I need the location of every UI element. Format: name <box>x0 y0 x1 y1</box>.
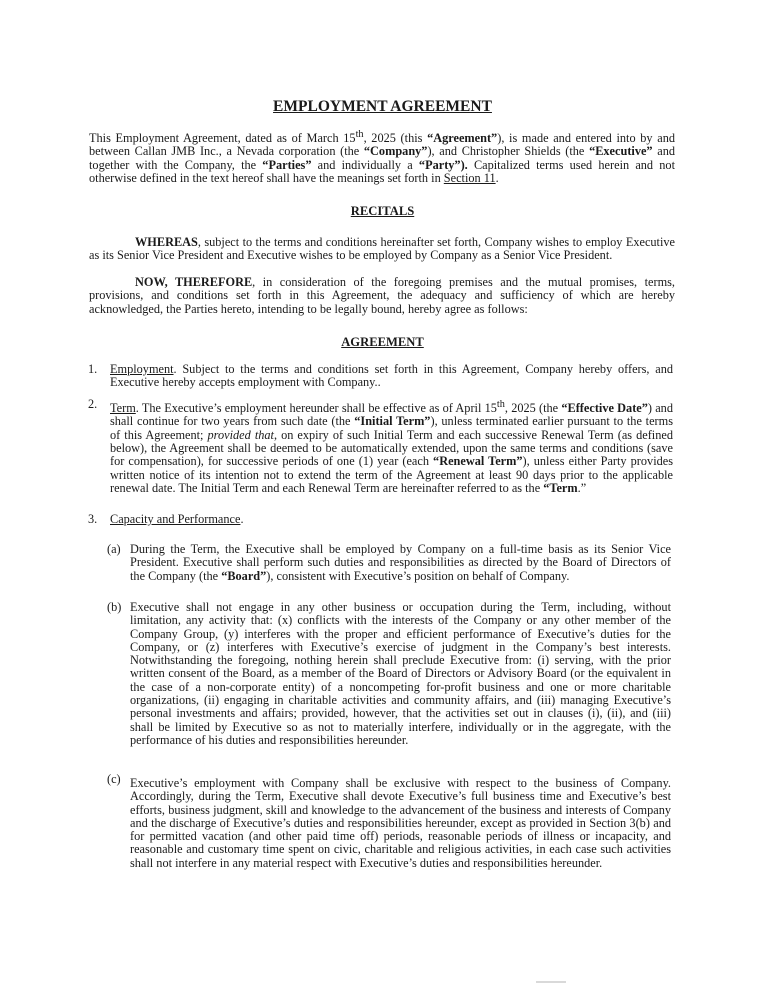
section-3a-label: (a) <box>107 542 121 556</box>
section-1-employment: Employment. Subject to the terms and conditions set forth in this Agreement, Company hereby offers, and Executive hereby accepts employment with Company.. <box>110 362 673 390</box>
intro-paragraph: This Employment Agreement, dated as of March 15th, 2025 (this “Agreement”), is made and entered into by and between Callan JMB Inc., a Nevada corporation (the “Company”), and Christopher Shields (the “Executive” and together with the Company, the “Parties” and individually a “Party”). Capitalized terms used herein and not otherwise defined in the text hereof shall have the meanings set forth in Section 11. <box>89 129 676 185</box>
section-3c-text: Executive’s employment with Company shall be exclusive with respect to the business of Company. Accordingly, during the Term, Executive shall devote Executive’s full business time and Executive’s best efforts, business judgment, skill and knowledge to the advancement of the business and interests of Company and the discharge of Executive’s duties and responsibilities hereunder, except as provided in Section 3(b) and for permitted vacation (and other paid time off) periods, reasonable periods of illness or incapacity, and reasonable and customary time spent on civic, charitable and religious activities, in each case such activities shall not interfere in any material respect with Executive’s duties and responsibilities hereunder. <box>130 776 671 870</box>
section-2-term: Term. The Executive’s employment hereunder shall be effective as of April 15th, 2025 (the “Effective Date”) and shall continue for two years from such date (the “Initial Term”), unless terminated earlier pursuant to the terms of this Agreement; provided that, on expiry of such Initial Term and each successive Renewal Term (as defined below), the Agreement shall be deemed to be automatically extended, upon the same terms and conditions (save for compensation), for successive periods of one (1) year (each “Renewal Term”), unless either Party provides written notice of its intention not to extend the term of the Agreement at least 90 days prior to the applicable renewal date. The Initial Term and each Renewal Term are hereinafter referred to as the “Term.” <box>110 399 673 495</box>
section-3-number: 3. <box>88 512 98 526</box>
whereas-paragraph: WHEREAS, subject to the terms and conditions hereinafter set forth, Company wishes to employ Executive as its Senior Vice President and Executive wishes to be employed by Company as a Senior Vice President. <box>89 235 675 263</box>
now-therefore-paragraph: NOW, THEREFORE, in consideration of the foregoing premises and the mutual promises, terms, provisions, and conditions set forth in this Agreement, the adequacy and sufficiency of which are hereby acknowledged, the Parties hereto, intending to be legally bound, hereby agree as follows: <box>89 275 675 316</box>
section-3-capacity: Capacity and Performance. <box>110 512 244 526</box>
section-3c-label: (c) <box>107 772 121 786</box>
section-3a-text: During the Term, the Executive shall be employed by Company on a full-time basis as its Senior Vice President. Executive shall perform such duties and responsibilities as directed by the Board of Directors of the Company (the “Board”), consistent with Executive’s position on behalf of Company. <box>130 542 671 583</box>
section-1-number: 1. <box>88 362 98 376</box>
section-2-number: 2. <box>88 397 98 411</box>
section-11-link: Section 11 <box>443 170 496 185</box>
agreement-heading: AGREEMENT <box>341 335 424 349</box>
section-3b-label: (b) <box>107 600 122 614</box>
scan-artifact <box>536 981 566 983</box>
recitals-heading: RECITALS <box>350 204 415 218</box>
document-title: EMPLOYMENT AGREEMENT <box>273 98 492 115</box>
section-3b-text: Executive shall not engage in any other business or occupation during the Term, including, without limitation, any activity that: (x) conflicts with the interests of the Company or any other member of the Company Group, (y) interferes with the proper and efficient performance of Executive’s duties for the Company, or (z) interferes with Executive’s exercise of judgment in the Company’s best interests. Notwithstanding the foregoing, nothing herein shall preclude Executive from: (i) serving, with the prior written consent of the Board, as a member of the Board of Directors or Advisory Board (or the equivalent in the case of a non-corporate entity) of a noncompeting for-profit business and one or more charitable organizations, (ii) engaging in charitable activities and community affairs, and (iii) managing Executive’s personal investments and affairs; provided, however, that the activities set out in clauses (i), (ii), and (iii) shall be limited by Executive so as not to materially interfere, individually or in the aggregate, with the performance of his duties and responsibilities hereunder. <box>130 600 671 747</box>
